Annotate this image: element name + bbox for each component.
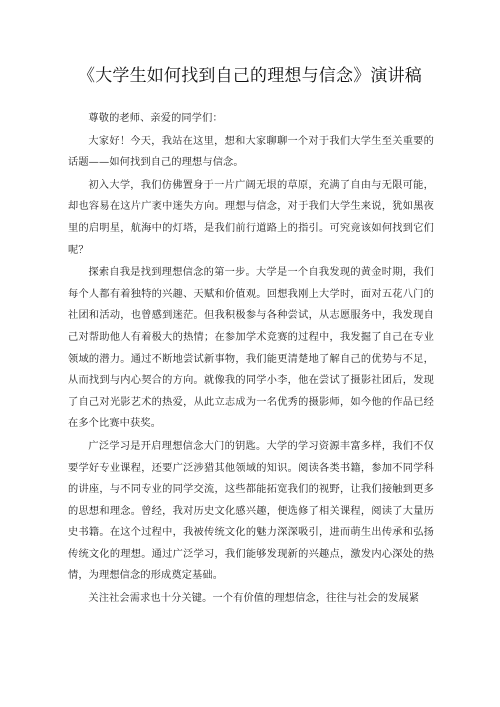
paragraph-social-needs: 关注社会需求也十分关键。一个有价值的理想信念，往往与社会的发展紧 xyxy=(88,593,420,605)
paragraph-introduction: 初入大学，我们仿佛置身于一片广阔无垠的草原，充满了自由与无限可能，却也容易在这片广袤中迷失方向。理想与信念，对于我们大学生来说，犹如黑夜里的启明星，航海中的灯塔，是我们前行道路上的指引。可究竟该如何找到它们呢？ xyxy=(68,179,434,256)
document-title: 《大学生如何找到自己的理想与信念》演讲稿 xyxy=(78,66,422,86)
paragraph-explore-self: 探索自我是找到理想信念的第一步。大学是一个自我发现的黄金时期，我们每个人都有着独特的兴趣、天赋和价值观。回想我刚上大学时，面对五花八门的社团和活动，也曾感到迷茫。但我积极参与各种尝试，从志愿服务中，我发现自己对帮助他人有着极大的热情；在参加学术竞赛的过程中，我发掘了自己在专业领域的潜力。通过不断地尝试新事物，我们能更清楚地了解自己的优势与不足，从而找到与内心契合的方向。就像我的同学小李，他在尝试了摄影社团后，发现了自己对光影艺术的热爱，从此立志成为一名优秀的摄影师，如今他的作品已经在多个比赛中获奖。 xyxy=(68,267,434,430)
paragraph-broad-learning: 广泛学习是开启理想信念大门的钥匙。大学的学习资源丰富多样，我们不仅要学好专业课程，还要广泛涉猎其他领域的知识。阅读各类书籍，参加不同学科的讲座，与不同专业的同学交流，这些都能拓宽我们的视野，让我们接触到更多的思想和理念。曾经，我对历史文化感兴趣，便选修了相关课程，阅读了大量历史书籍。在这个过程中，我被传统文化的魅力深深吸引，进而萌生出传承和弘扬传统文化的理想。通过广泛学习，我们能够发现新的兴趣点，激发内心深处的热情，为理想信念的形成奠定基础。 xyxy=(68,440,434,582)
salutation: 尊敬的老师、亲爱的同学们： xyxy=(88,113,223,124)
document-body xyxy=(68,108,434,611)
paragraph-greeting: 大家好！今天，我站在这里，想和大家聊聊一个对于我们大学生至关重要的话题——如何找到自己的理想与信念。 xyxy=(68,135,434,169)
